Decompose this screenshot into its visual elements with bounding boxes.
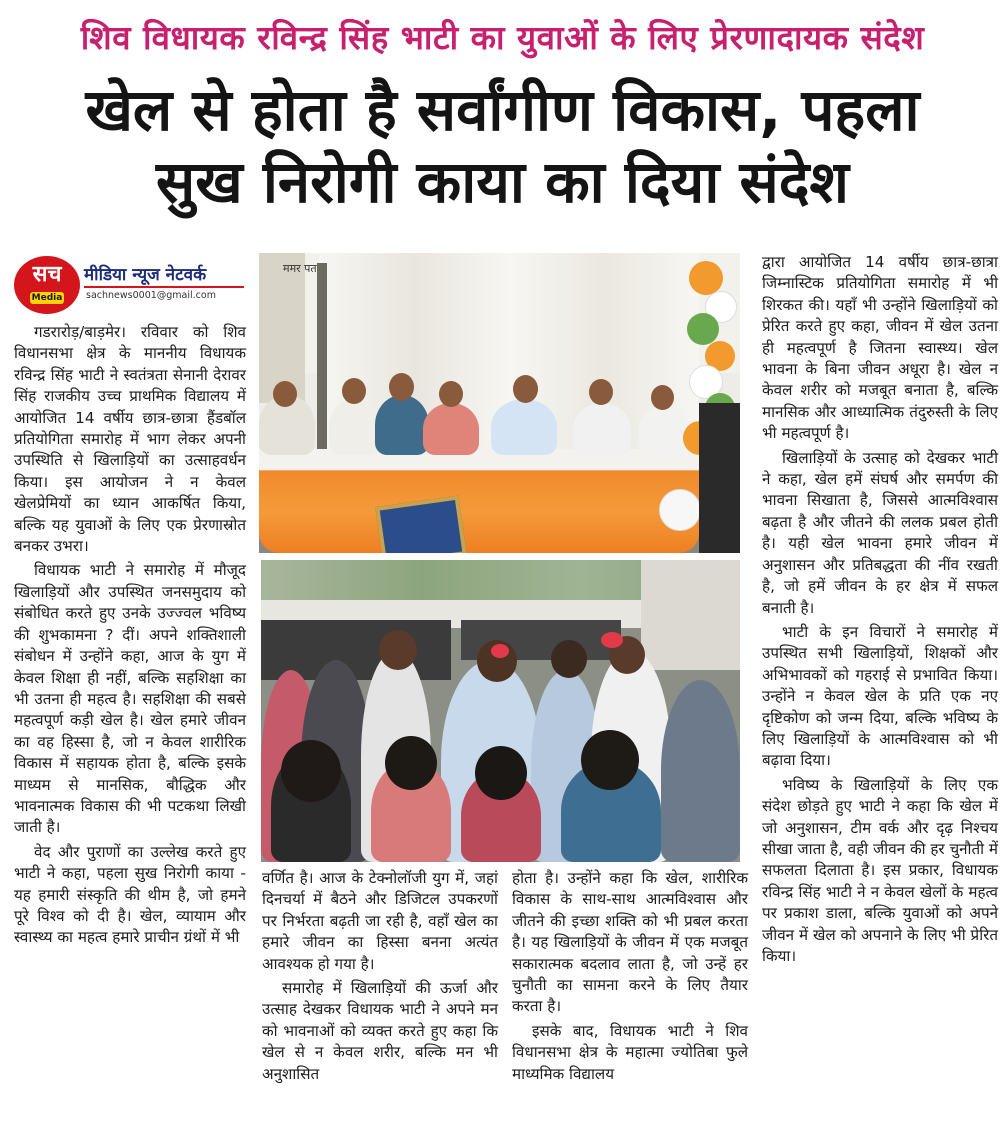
article-column-4 <box>762 252 998 967</box>
source-logo <box>14 254 244 316</box>
network-name: मीडिया न्यूज नेटवर्क <box>84 265 207 285</box>
paragraph: द्वारा आयोजित 14 वर्षीय छात्र-छात्रा जिम्नास्टिक प्रतियोगिता समारोह में भी शिरकत की। यहाँ भी उन्होंने खिलाड़ियों को प्रेरित करते हुए कहा, जीवन में खेल उतना ही महत्वपूर्ण है जितना स्वास्थ्य। खेल भावना के बिना जीवन अधूरा है। खेल न केवल शरीर को मजबूत बनाता है, बल्कि मानसिक और आध्यात्मिक तंदुरुस्ती के लिए भी महत्वपूर्ण है। <box>762 253 998 443</box>
paragraph: समारोह में खिलाड़ियों की ऊर्जा और उत्साह देखकर विधायक भाटी ने अपने मन को भावनाओं को व्यक्त करते हुए कहा कि खेल से न केवल शरीर, बल्कि मन भी अनुशासित <box>262 979 498 1083</box>
headline-line-2: सुख निरोगी काया का दिया संदेश <box>156 148 849 216</box>
event-stage-photo <box>259 253 740 553</box>
paragraph: वेद और पुराणों का उल्लेख करते हुए भाटी ने कहा, पहला सुख निरोगी काया - यह हमारी संस्कृति की थीम है, जो हमने पूरे विश्व को दी है। खेल, व्यायाम और स्वास्थ्य का महत्व हमारे प्राचीन ग्रंथों में भी <box>14 842 246 947</box>
wall-sign: ममर पत <box>283 262 317 275</box>
paragraph: वर्णित है। आज के टेक्नोलॉजी युग में, जहां दिनचर्या में बैठने और डिजिटल उपकरणों पर निर्भरता बढ़ती जा रही है, वहाँ खेल का हमारे जीवन का हिस्सा बनना अत्यंत आवश्यक हो गया है। <box>262 869 498 973</box>
sach-media-logo-icon <box>14 256 80 314</box>
network-email: sachnews0001@gmail.com <box>86 290 216 301</box>
article-kicker: शिव विधायक रविन्द्र सिंह भाटी का युवाओं के लिए प्रेरणादायक संदेश <box>80 18 925 57</box>
article-headline <box>0 74 1005 218</box>
paragraph: भविष्य के खिलाड़ियों के लिए एक संदेश छोड़ते हुए भाटी ने कहा कि खेल में जो अनुशासन, टीम वर्क और दृढ़ निश्चय सीखा जाता है, वही जीवन की हर चुनौती में सफलता दिलाता है। इस प्रकार, विधायक रविन्द्र सिंह भाटी ने न केवल खेलों के महत्व पर प्रकाश डाला, बल्कि युवाओं को अपने जीवन में खेल को अपनाने के लिए भी प्रेरित किया। <box>762 775 998 965</box>
article-column-1 <box>14 322 246 949</box>
students-crowd-photo <box>261 560 740 862</box>
article-column-3 <box>512 868 748 1085</box>
paragraph: होता है। उन्होंने कहा कि खेल, शारीरिक विकास के साथ-साथ आत्मविश्वास और जीतने की इच्छा शक्ति को भी प्रबल करता है। यह खिलाड़ियों के जीवन में एक मजबूत सकारात्मक बदलाव लाता है, जो उन्हें हर चुनौती का सामना करने के लिए तैयार करता है। <box>512 869 748 1016</box>
article-column-2 <box>262 868 498 1085</box>
logo-sub-text: Media <box>31 293 63 303</box>
paragraph: भाटी के इन विचारों ने समारोह में उपस्थित सभी खिलाड़ियों, शिक्षकों और अभिभावकों को गहराई से प्रभावित किया। उन्होंने न केवल खेल के प्रति एक नए दृष्टिकोण को जन्म दिया, बल्कि भविष्य के लिए खिलाड़ियों के आत्मविश्वास को भी बढ़ावा दिया। <box>762 622 998 770</box>
logo-main-text: सच <box>32 262 62 287</box>
headline-line-1: खेल से होता है सर्वांगीण विकास, पहला <box>85 76 920 144</box>
paragraph: इसके बाद, विधायक भाटी ने शिव विधानसभा क्षेत्र के महात्मा ज्योतिबा फुले माध्यमिक विद्यालय <box>512 1021 748 1083</box>
paragraph: विधायक भाटी ने समारोह में मौजूद खिलाड़ियों और उपस्थित जनसमुदाय को संबोधित करते हुए उनके उज्ज्वल भविष्य की शुभकामना ? दीं। अपने शक्तिशाली संबोधन में उन्होंने कहा, आज के युग में केवल शिक्षा ही नहीं, बल्कि सहशिक्षा का भी उतना ही महत्व है। सहशिक्षा की सबसे महत्वपूर्ण कड़ी खेल है। खेल हमारे जीवन का वह हिस्सा है, जो न केवल शारीरिक विकास में सहायक होता है, बल्कि इसके माध्यम से मानसिक, बौद्धिक और भावनात्मक विकास की भी पटकथा लिखी जाती है। <box>14 561 246 837</box>
paragraph: खिलाड़ियों के उत्साह को देखकर भाटी ने कहा, खेल हमें संघर्ष और समर्पण की भावना सिखाता है, जिससे आत्मविश्वास बढ़ता है और जीतने की ललक प्रबल होती है। यही खेल भावना हमारे जीवन में अनुशासन और प्रतिबद्धता की नींव रखती है, जो हमें जीवन के हर क्षेत्र में सफल बनाती है। <box>762 448 998 617</box>
paragraph: गडरारोड़/बाड़मेर। रविवार को शिव विधानसभा क्षेत्र के माननीय विधायक रविन्द्र सिंह भाटी ने स्वतंत्रता सेनानी देरावर सिंह राजकीय उच्च प्राथमिक विद्यालय में आयोजित 14 वर्षीय छात्र-छात्रा हैंडबॉल प्रतियोगिता समारोह में भाग लेकर अपनी उपस्थिति से खिलाड़ियों का उत्साहवर्धन किया। इस आयोजन ने न केवल खेलप्रेमियों का ध्यान आकर्षित किया, बल्कि यह युवाओं के लिए एक प्रेरणास्रोत बनकर उभरा। <box>14 323 246 556</box>
logo-divider <box>84 286 244 288</box>
